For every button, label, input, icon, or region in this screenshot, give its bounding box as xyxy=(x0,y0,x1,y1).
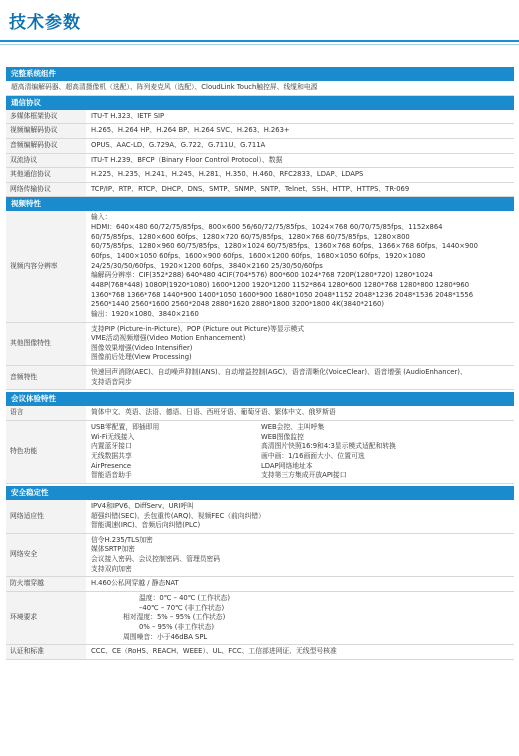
audio-value xyxy=(86,366,514,389)
value-line: 无线数据共享 xyxy=(91,451,132,460)
protocol-rows xyxy=(6,110,514,198)
video-other-row xyxy=(6,323,514,367)
value-line: WEB会控、主叫呼集 xyxy=(261,423,325,432)
value-line: AirPresence xyxy=(91,461,132,470)
value-line: 图像前后处理(View Processing) xyxy=(91,353,192,362)
value-line: USB零配置，即插即用 xyxy=(91,423,160,432)
protocol-row xyxy=(6,154,514,169)
title-underline xyxy=(0,40,519,42)
value-line: 支持PIP (Picture-in-Picture)、POP (Picture out Picture)等显示模式 xyxy=(91,324,305,333)
complete-components-text: 超高清编解码器、超高清摄像机（选配）、阵列麦克风（选配）、CloudLink Touch触控屏、线缆和电源 xyxy=(11,83,318,91)
row-key: 双流协议 xyxy=(6,154,86,168)
value-line: 超强纠错(SEC)、丢包重传(ARQ)、视频FEC（前向纠错） xyxy=(91,511,265,520)
value-line: 1360*768 1366*768 1440*900 1400*1050 1600*900 1680*1050 2048*1152 2048*1236 2048*1536 2048*1556 xyxy=(91,290,474,299)
section-header-security: 安全稳定性 xyxy=(6,486,514,500)
value-line: 相对湿度：5% – 95% (工作状态) xyxy=(123,613,226,622)
value-line: 支持语音同步 xyxy=(91,377,132,386)
value-line: 支持双向加密 xyxy=(91,564,132,573)
environment-value xyxy=(86,592,514,644)
value-line: 448P(768*448) 1080P(1920*1080) 1600*1200 1920*1200 1152*864 1280*600 1280*768 1280*800 1280*960 xyxy=(91,280,470,289)
row-value: ITU-T H.323、IETF SIP xyxy=(91,111,165,120)
title-underline-light xyxy=(0,44,519,45)
value-line: 画中画：1/16画面大小、位置可选 xyxy=(261,451,365,460)
row-value: OPUS、AAC-LD、G.729A、G.722、G.711U、G.711A xyxy=(91,140,266,149)
row-key: 认证和标准 xyxy=(6,645,86,659)
protocol-row xyxy=(6,110,514,125)
audio-row xyxy=(6,366,514,390)
row-key: 音频特性 xyxy=(6,366,86,389)
language-value: 简体中文、英语、法语、德语、日语、西班牙语、葡萄牙语、繁体中文、俄罗斯语 xyxy=(91,408,336,417)
row-key: 语言 xyxy=(6,406,86,420)
value-line: 24/25/30/50/60fps、1920×1200 60fps、3840×2160 25/30/50/60fps xyxy=(91,261,323,270)
protocol-row xyxy=(6,139,514,154)
network-value xyxy=(86,500,514,533)
value-line: 高清图片快照16:9和4:3显示模式适配和转换 xyxy=(261,442,396,451)
value-line: Wi-Fi无线接入 xyxy=(91,432,135,441)
complete-components-row xyxy=(6,81,514,96)
value-line: 60/75/85fps、1280×960 60/75/85fps、1280×1024 60/75/85fps、1360×768 60fps、1366×768 60fps、1440×900 xyxy=(91,242,478,251)
value-line: 60/75/85fps、1280×600 60fps、1280×720 60/75/85fps、1280×768 60/75/85fps、1280×800 xyxy=(91,232,410,241)
row-key: 多媒体框架协议 xyxy=(6,110,86,124)
value-line: –40℃ – 70℃ (非工作状态) xyxy=(139,603,225,612)
value-line: LDAP网络地址本 xyxy=(261,461,313,470)
spec-table xyxy=(6,67,514,660)
row-value: TCP/IP、RTP、RTCP、DHCP、DNS、SMTP、SNMP、SNTP、Telnet、SSH、HTTP、HTTPS、TR-069 xyxy=(91,184,410,193)
row-key: 视频内容分辨率 xyxy=(6,211,86,321)
row-key: 视频编解码协议 xyxy=(6,124,86,138)
value-line: 内置蓝牙接口 xyxy=(91,442,132,451)
value-line: 图像效果增强(Video Intensifier) xyxy=(91,343,193,352)
row-key: 其他通信协议 xyxy=(6,168,86,182)
features-left-column xyxy=(91,423,261,481)
value-line: 媒体SRTP加密 xyxy=(91,545,135,554)
value-line: VME活动视频增强(Video Motion Enhancement) xyxy=(91,334,246,343)
value-line: 周围噪音：小于46dBA SPL xyxy=(123,632,208,641)
row-value: H.225、H.235、H.241、H.245、H.281、H.350、H.460、RFC2833、LDAP、LDAPS xyxy=(91,170,364,179)
language-row xyxy=(6,406,514,421)
section-header-complete: 完整系统组件 xyxy=(6,67,514,81)
value-line: 智能调速(IRC)、音频后向纠错(PLC) xyxy=(91,521,201,530)
row-key: 防火墙穿越 xyxy=(6,577,86,591)
value-line: 编解码分辨率：CIF(352*288) 640*480 4CIF(704*576) 800*600 1024*768 720P(1280*720) 1280*1024 xyxy=(91,271,433,280)
row-key: 环境要求 xyxy=(6,592,86,644)
netsec-row xyxy=(6,534,514,578)
row-key: 特色功能 xyxy=(6,421,86,483)
section-header-protocol: 通信协议 xyxy=(6,96,514,110)
protocol-row xyxy=(6,183,514,198)
value-line: 输出：1920×1080、3840×2160 xyxy=(91,309,199,318)
network-row xyxy=(6,500,514,534)
row-key: 网络安全 xyxy=(6,534,86,577)
cert-value: CCC、CE（RoHS、REACH、WEEE）、UL、FCC、工信部进网证、无线型号核准 xyxy=(91,647,337,656)
value-line: 60fps、1400×1050 60fps、1600×900 60fps、1600×1200 60fps、1680×1050 60fps、1920×1080 xyxy=(91,252,426,261)
features-value xyxy=(86,421,514,483)
value-line: 智能语音助手 xyxy=(91,471,132,480)
section-header-conference: 会议体验特性 xyxy=(6,392,514,406)
features-row xyxy=(6,421,514,484)
protocol-row xyxy=(6,124,514,139)
row-value: ITU-T H.239、BFCP（Binary Floor Control Protocol）、数据 xyxy=(91,155,283,164)
row-key: 网络传输协议 xyxy=(6,183,86,197)
cert-row xyxy=(6,645,514,660)
netsec-value xyxy=(86,534,514,577)
value-line: WEB图像监控 xyxy=(261,432,304,441)
firewall-value: H.460公私网穿越 / 静态NAT xyxy=(91,579,179,588)
value-line: 快速回声消除(AEC)、自动噪声抑制(ANS)、自动增益控制(AGC)、语音清晰化(VoiceClear)、语音增强 (AudioEnhancer)、 xyxy=(91,368,467,377)
row-key: 其他图像特性 xyxy=(6,323,86,366)
value-line: 会议接入密码、会议控制密码、管理员密码 xyxy=(91,555,221,564)
value-line: 温度：0℃ – 40℃ (工作状态) xyxy=(139,593,231,602)
page-title: 技术参数 xyxy=(9,13,81,33)
video-resolution-value xyxy=(86,211,514,321)
value-line: IPV4和IPV6、DiffServ、URI呼叫 xyxy=(91,501,194,510)
environment-row xyxy=(6,592,514,645)
video-resolution-row xyxy=(6,211,514,322)
row-value: H.265、H.264 HP、H.264 BP、H.264 SVC、H.263、H.263+ xyxy=(91,126,290,135)
value-line: 输入： xyxy=(91,213,112,222)
value-line: 0% – 95% (非工作状态) xyxy=(139,622,215,631)
value-line: 支持第三方集成开放API接口 xyxy=(261,471,347,480)
protocol-row xyxy=(6,168,514,183)
value-line: HDMI：640×480 60/72/75/85fps、800×600 56/60/72/75/85fps、1024×768 60/70/75/85fps、1152x864 xyxy=(91,223,443,232)
row-key: 音频编解码协议 xyxy=(6,139,86,153)
value-line: 2560*1440 2560*1600 2560*2048 2880*1620 2880*1800 3200*1800 4K(3840*2160) xyxy=(91,300,385,309)
firewall-row xyxy=(6,577,514,592)
video-other-value xyxy=(86,323,514,366)
value-line: 信令H.235/TLS加密 xyxy=(91,535,153,544)
row-key: 网络适应性 xyxy=(6,500,86,533)
features-right-column xyxy=(261,423,509,481)
section-header-video: 视频特性 xyxy=(6,197,514,211)
